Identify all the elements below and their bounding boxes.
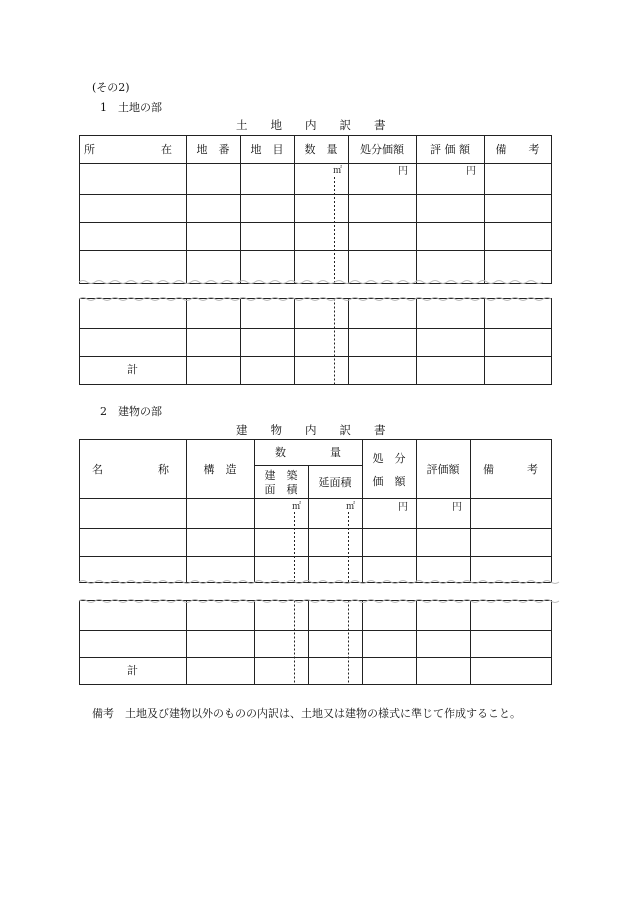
land-header-lot: 地 番 (196, 143, 230, 156)
building-break-top (79, 581, 559, 584)
land-unit-area: ㎡ (333, 166, 343, 176)
building-header-valuation: 評価額 (426, 463, 460, 476)
land-header-category: 地 目 (250, 143, 284, 156)
land-table-lines (80, 136, 552, 385)
land-header-valuation: 評 価 額 (430, 143, 470, 156)
building-unit-valuation-yen: 円 (452, 502, 462, 513)
building-break-bottom (79, 600, 559, 603)
land-header-remarks: 備 考 (495, 143, 540, 156)
footnote-remarks: 備考 土地及び建物以外のものの内訳は、土地又は建物の様式に準じて作成すること。 (92, 707, 521, 720)
land-header-location: 所 在 (84, 143, 172, 156)
land-unit-valuation-yen: 円 (466, 166, 476, 177)
building-unit-disposal-yen: 円 (398, 502, 408, 513)
land-section-heading: 1 土地の部 (100, 101, 162, 114)
building-header-floor-area: 延面積 (318, 476, 352, 489)
building-decimal-divider (295, 512, 349, 685)
building-total-label: 計 (127, 664, 138, 677)
land-table-title: 土 地 内 訳 書 (236, 118, 386, 132)
land-unit-disposal-yen: 円 (398, 166, 408, 177)
building-header-disposal-1: 処 分 (372, 452, 406, 465)
building-header-quantity: 数 量 (275, 446, 341, 459)
building-header-building-area-2: 面 積 (264, 483, 298, 496)
land-total-label: 計 (127, 363, 138, 376)
building-lower-frame (80, 601, 552, 685)
land-upper-frame (80, 136, 552, 284)
building-upper-frame (80, 440, 552, 583)
building-header-remarks: 備 考 (483, 463, 538, 476)
page-subtitle: (その2) (92, 81, 130, 94)
building-table-title: 建 物 内 訳 書 (236, 423, 386, 437)
building-section-heading: 2 建物の部 (100, 405, 162, 418)
building-header-building-area-1: 建 築 (264, 469, 298, 482)
building-header-name: 名 称 (92, 463, 169, 476)
building-unit-building-area: ㎡ (292, 502, 302, 512)
building-header-structure: 構 造 (203, 463, 237, 476)
building-header-disposal-2: 価 額 (372, 475, 406, 488)
building-unit-floor-area: ㎡ (346, 502, 356, 512)
land-header-disposal: 処分価額 (360, 143, 404, 156)
land-lower-frame (80, 299, 552, 385)
land-header-quantity: 数 量 (304, 143, 338, 156)
